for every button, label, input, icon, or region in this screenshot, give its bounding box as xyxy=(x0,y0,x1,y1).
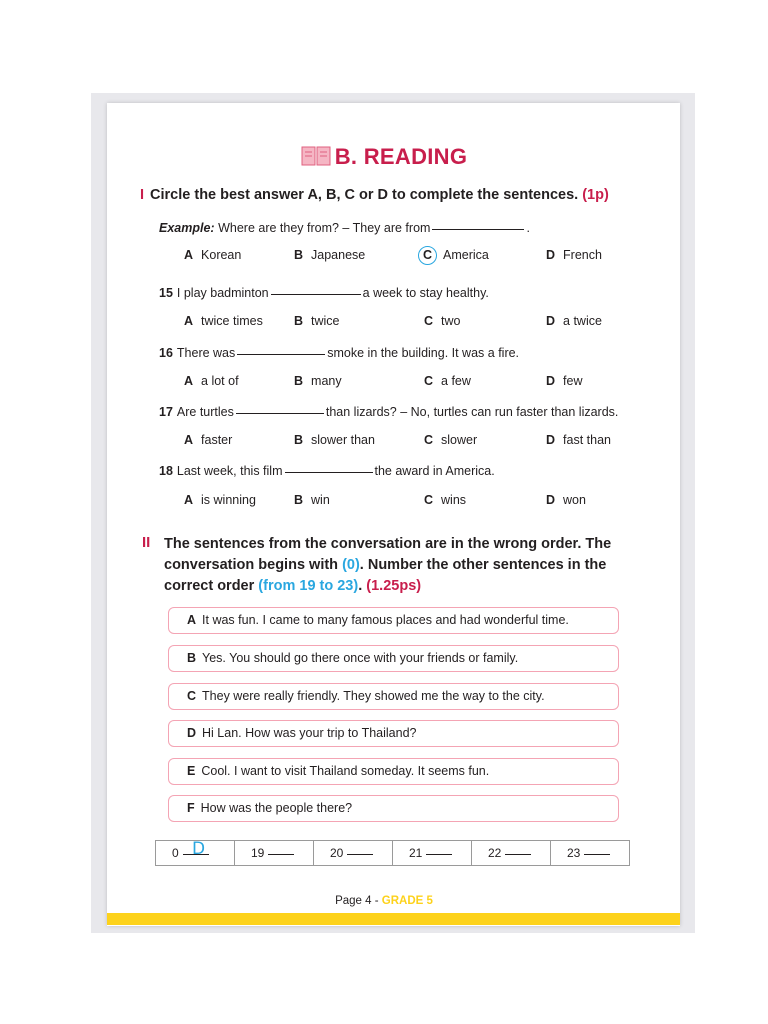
section1-heading xyxy=(140,185,609,205)
example-option-a[interactable]: A Korean xyxy=(184,248,242,262)
question-15: 15 I play badminton a week to stay healthy. xyxy=(159,286,489,300)
answer-cell-23[interactable]: 23 xyxy=(551,841,629,865)
sentence-box-b: B Yes. You should go there once with your friends or family. xyxy=(168,645,619,672)
answer-cell-19[interactable]: 19 xyxy=(235,841,314,865)
example-before: Where are they from? – They are from xyxy=(218,221,431,235)
q16-option-d[interactable]: D few xyxy=(546,374,583,388)
q18-option-b[interactable]: B win xyxy=(294,493,330,507)
section2-zero: (0) xyxy=(342,557,360,573)
example-option-b[interactable]: B Japanese xyxy=(294,248,366,262)
section1-numeral: I xyxy=(140,187,145,203)
circled-answer: C xyxy=(418,246,437,265)
sentence-box-a: A It was fun. I came to many famous places and had wonderful time. xyxy=(168,607,619,634)
sentence-box-e: E Cool. I want to visit Thailand someday. It seems fun. xyxy=(168,758,619,785)
answer-cell-22[interactable]: 22 xyxy=(472,841,551,865)
q15-option-d[interactable]: D a twice xyxy=(546,314,602,328)
section2-range: (from 19 to 23) xyxy=(258,578,359,594)
question-16: 16 There was smoke in the building. It was a fire. xyxy=(159,346,520,360)
q17-option-a[interactable]: A faster xyxy=(184,433,233,447)
section2-numeral: II xyxy=(142,534,151,551)
title-text: B. READING xyxy=(334,144,468,169)
q18-option-a[interactable]: A is winning xyxy=(184,493,256,507)
answer-blank[interactable] xyxy=(237,354,325,355)
q16-option-b[interactable]: B many xyxy=(294,374,342,388)
q15-option-c[interactable]: C two xyxy=(424,314,461,328)
page-number: Page 4 - xyxy=(335,895,379,907)
answer-blank[interactable] xyxy=(271,294,361,295)
section1-instruction: Circle the best answer A, B, C or D to complete the sentences. xyxy=(150,187,579,203)
q18-option-c[interactable]: C wins xyxy=(424,493,467,507)
q15-option-a[interactable]: A twice times xyxy=(184,314,263,328)
handwritten-answer: D xyxy=(192,839,206,859)
section2-points: (1.25ps) xyxy=(366,578,422,594)
question-17: 17 Are turtles than lizards? – No, turtles can run faster than lizards. xyxy=(159,405,619,419)
q18-option-d[interactable]: D won xyxy=(546,493,586,507)
q15-option-b[interactable]: B twice xyxy=(294,314,340,328)
grade-label: GRADE 5 xyxy=(381,895,433,907)
example-line xyxy=(159,221,530,235)
sentence-box-f: F How was the people there? xyxy=(168,795,619,822)
answer-cell-0[interactable]: 0 D xyxy=(156,841,235,865)
example-label: Example: xyxy=(159,221,215,235)
section-title xyxy=(0,144,768,170)
answer-cell-21[interactable]: 21 xyxy=(393,841,472,865)
example-option-d[interactable]: D French xyxy=(546,248,602,262)
q16-option-a[interactable]: A a lot of xyxy=(184,374,239,388)
answer-table xyxy=(155,840,630,866)
q17-option-c[interactable]: C slower xyxy=(424,433,478,447)
example-after: . xyxy=(526,221,530,235)
footer-bar xyxy=(107,913,680,925)
answer-cell-20[interactable]: 20 xyxy=(314,841,393,865)
sentence-box-c: C They were really friendly. They showed me the way to the city. xyxy=(168,683,619,710)
answer-blank[interactable] xyxy=(236,413,324,414)
page-footer xyxy=(0,895,768,907)
q17-option-d[interactable]: D fast than xyxy=(546,433,611,447)
book-icon xyxy=(301,145,331,167)
q17-option-b[interactable]: B slower than xyxy=(294,433,375,447)
question-18: 18 Last week, this film the award in America. xyxy=(159,464,495,478)
section2-heading: The sentences from the conversation are in the wrong order. The conversation begins with (0). Number the other sentences in the correct order (from 19 to 23). (1.25ps) xyxy=(164,536,612,594)
section1-points: (1p) xyxy=(582,187,609,203)
example-option-c[interactable]: C America xyxy=(418,246,489,265)
answer-blank[interactable] xyxy=(285,472,373,473)
q16-option-c[interactable]: C a few xyxy=(424,374,471,388)
sentence-box-d: D Hi Lan. How was your trip to Thailand? xyxy=(168,720,619,747)
example-blank xyxy=(432,229,524,230)
